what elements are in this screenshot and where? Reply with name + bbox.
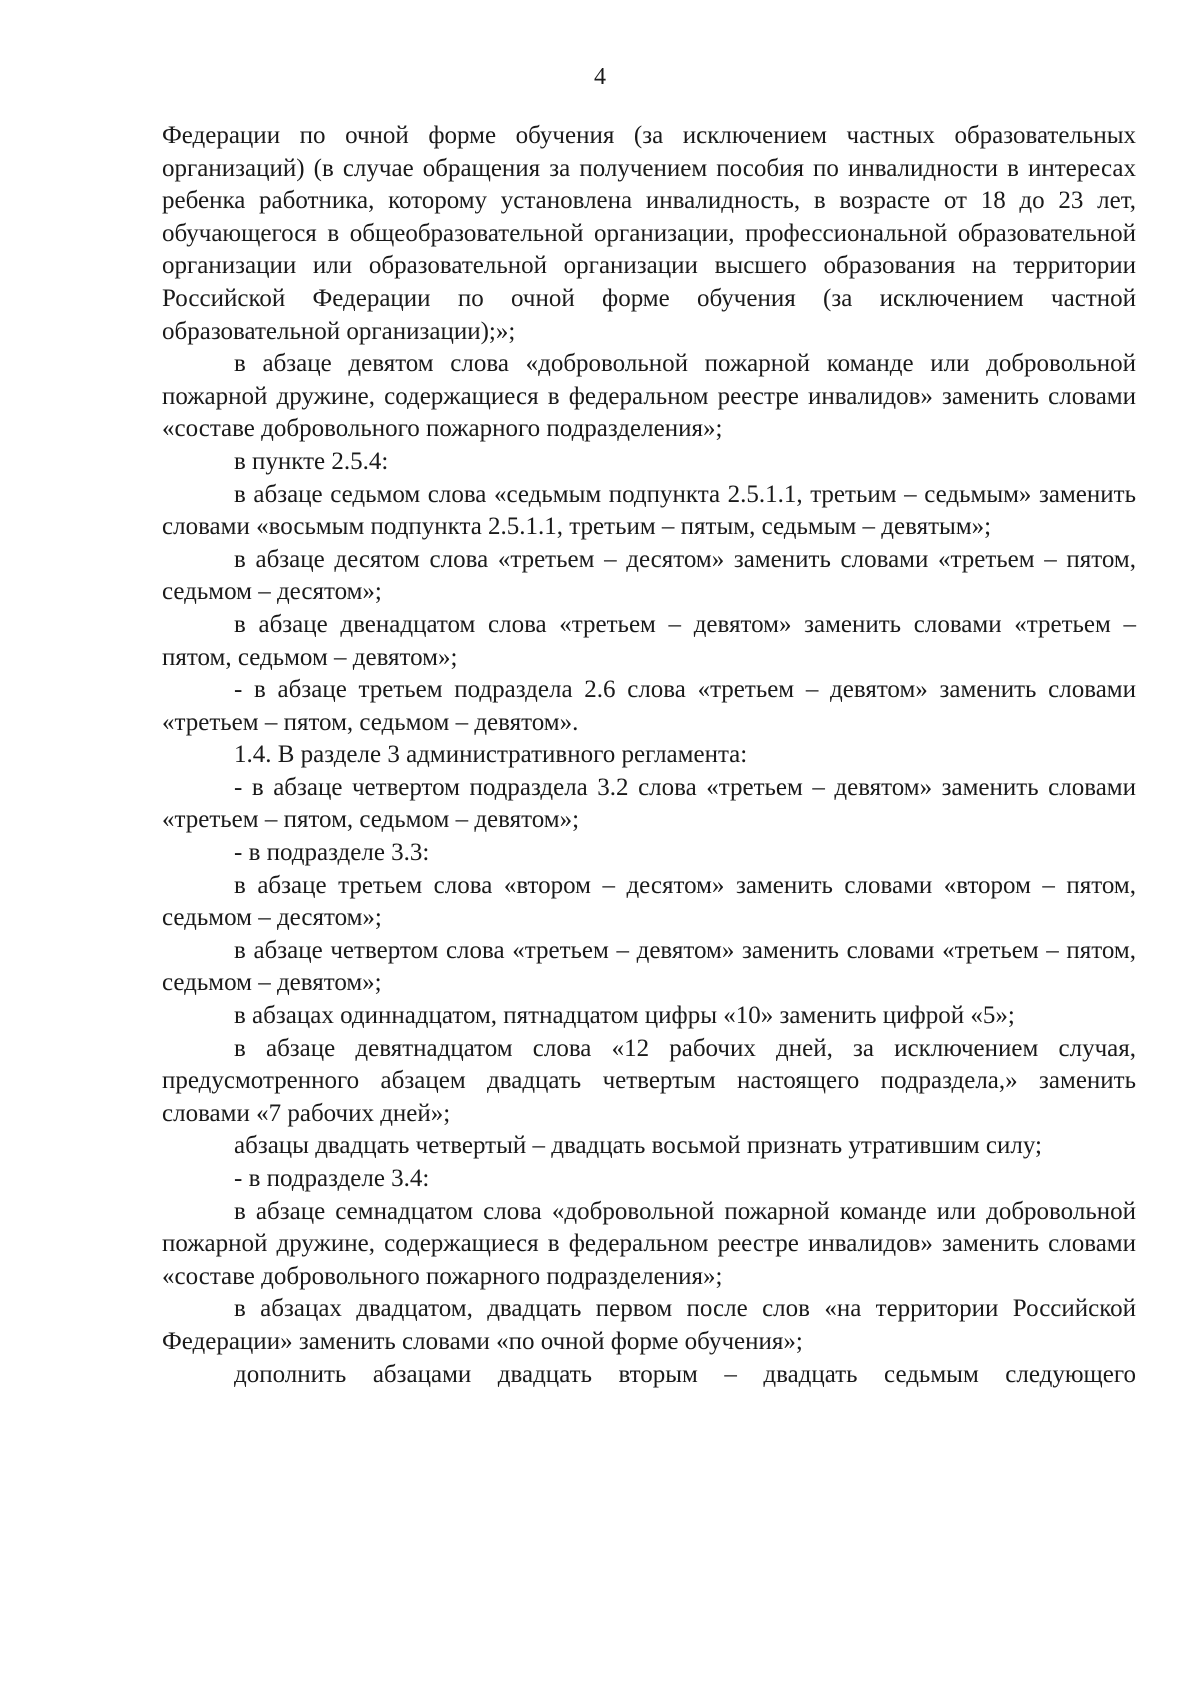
paragraph: в абзаце третьем слова «втором – десятом» заменить словами «втором – пятом, седьмом – десятом»; bbox=[162, 871, 1136, 932]
paragraph: в абзацах двадцатом, двадцать первом после слов «на территории Российской Федерации» заменить словами «по очной форме обучения»; bbox=[162, 1295, 1136, 1355]
paragraph: в пункте 2.5.4: bbox=[234, 447, 389, 475]
page-number: 4 bbox=[594, 64, 606, 90]
paragraph: 1.4. В разделе 3 административного регламента: bbox=[234, 741, 748, 769]
paragraph: - в абзаце четвертом подраздела 3.2 слова «третьем – девятом» заменить словами «третьем – пятом, седьмом – девятом»; bbox=[162, 773, 1136, 834]
paragraph: в абзаце седьмом слова «седьмым подпункта 2.5.1.1, третьим – седьмым» заменить словами «восьмым подпункта 2.5.1.1, третьим – пятым, седьмым – девятым»; bbox=[162, 480, 1136, 541]
paragraph: в абзаце семнадцатом слова «добровольной пожарной команде или добровольной пожарной дружине, содержащиеся в федеральном реестре инвалидов» заменить словами «составе добровольного пожарного подразделения»; bbox=[162, 1197, 1136, 1290]
paragraph: в абзаце девятом слова «добровольной пожарной команде или добровольной пожарной дружине, содержащиеся в федеральном реестре инвалидов» заменить словами «составе добровольного пожарного подразделения»; bbox=[162, 350, 1136, 443]
paragraph: в абзаце четвертом слова «третьем – девятом» заменить словами «третьем – пятом, седьмом – девятом»; bbox=[162, 936, 1136, 997]
paragraph: - в подразделе 3.4: bbox=[234, 1165, 430, 1192]
paragraph: - в подразделе 3.3: bbox=[234, 839, 430, 867]
paragraph: в абзацах одиннадцатом, пятнадцатом цифры «10» заменить цифрой «5»; bbox=[234, 1002, 1015, 1030]
paragraph-truncated: дополнить абзацами двадцать вторым – двадцать седьмым следующего bbox=[234, 1360, 1136, 1388]
paragraph-continuation: Федерации по очной форме обучения (за исключением частных образовательных организаций) (в случае обращения за получением пособия по инвалидности в интересах ребенка работника, которому установлена инвалидность, в возрасте от 18 до 23 лет, обучающегося в общеобразовательной организации, профессиональной образовательной организации или образовательной организации высшего образования на территории Российской Федерации по очной форме обучения (за исключением частной образовательной организации);»; bbox=[162, 122, 1136, 345]
paragraph: в абзаце двенадцатом слова «третьем – девятом» заменить словами «третьем – пятом, седьмом – девятом»; bbox=[162, 610, 1136, 671]
paragraph: в абзаце десятом слова «третьем – десятом» заменить словами «третьем – пятом, седьмом – десятом»; bbox=[162, 545, 1136, 606]
paragraph: абзацы двадцать четвертый – двадцать восьмой признать утратившим силу; bbox=[234, 1132, 1042, 1160]
paragraph: - в абзаце третьем подраздела 2.6 слова «третьем – девятом» заменить словами «третьем – пятом, седьмом – девятом». bbox=[162, 676, 1136, 736]
paragraph: в абзаце девятнадцатом слова «12 рабочих дней, за исключением случая, предусмотренного абзацем двадцать четвертым настоящего подраздела,» заменить словами «7 рабочих дней»; bbox=[162, 1034, 1136, 1127]
document-body bbox=[162, 120, 1136, 1391]
